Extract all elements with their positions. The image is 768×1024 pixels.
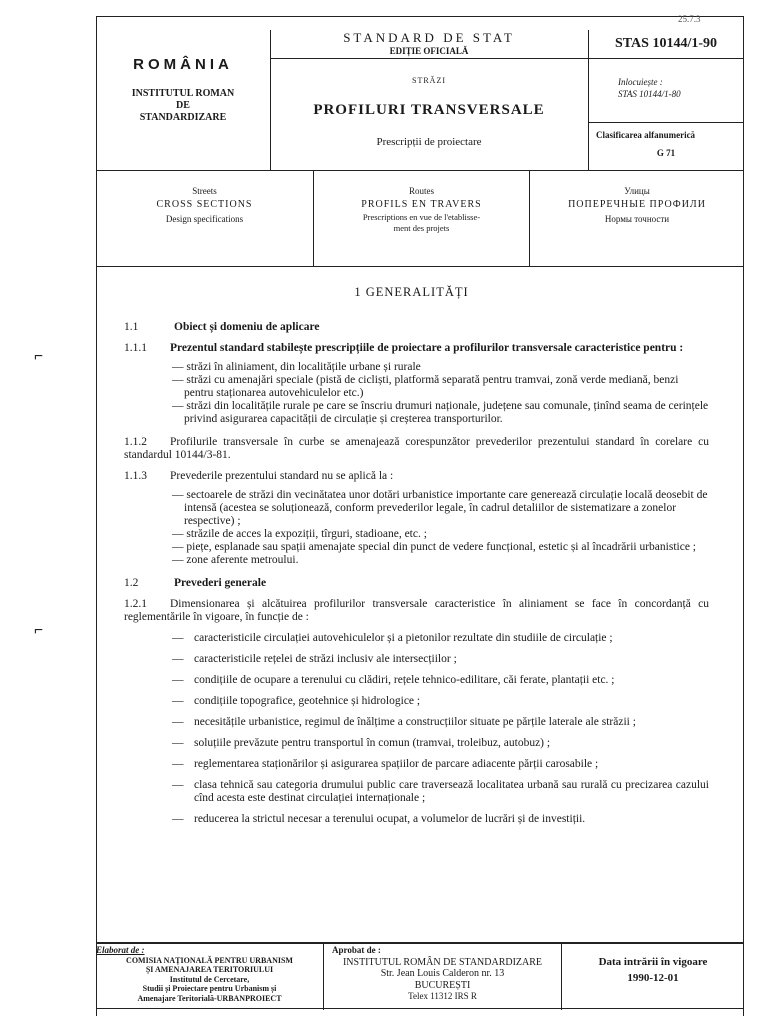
list-item: — clasa tehnică sau categoria drumului public care traversează localitatea urbană sau rurală cu precizarea cazului cînd acesta este destinat circulației internaționale ; xyxy=(172,779,709,805)
document-body xyxy=(124,286,709,834)
divider xyxy=(96,1008,744,1009)
document-title: PROFILURI TRANSVERSALE xyxy=(313,102,545,118)
list-item: — reglementarea staționărilor și asigurarea spațiilor de parcare adiacente părții carosabile ; xyxy=(172,758,709,771)
category-ro: STRĂZI xyxy=(412,76,446,85)
replaces-label: Inlocuiește : xyxy=(618,77,663,87)
list-item: — condițiile topografice, geotehnice și hidrologice ; xyxy=(172,695,709,708)
header-right-cell xyxy=(588,30,744,170)
chapter-heading: 1 GENERALITĂȚI xyxy=(354,285,469,299)
translation-ru: Улицы ПОПЕРЕЧНЫЕ ПРОФИЛИ Нормы точности xyxy=(568,186,706,224)
elaborated-by: Elaborat de : COMISIA NAȚIONALĂ PENTRU URBANISM ȘI AMENAJAREA TERITORIULUI Institutul de Cercetare, Studii și Proiectare pentru Urbanism și Amenajare Teritorială-URBANPROIECT xyxy=(96,944,324,1010)
list-item: — străzi cu amenajări speciale (pistă de cicliști, platformă separată pentru tramvai, zonă verde mediană, benzi pentru staționarea autovehiculelor etc.) xyxy=(172,374,709,400)
approved-by: Aprobat de : INSTITUTUL ROMÂN DE STANDARDIZARE Str. Jean Louis Calderon nr. 13 BUCUREȘTI Telex 11312 IRS R xyxy=(324,944,562,1010)
stas-number: STAS 10144/1-90 xyxy=(614,36,718,51)
list-item: — străzi în aliniament, din localitățile urbane și rurale xyxy=(172,361,709,374)
list-item: — sectoarele de străzi din vecinătatea unor dotări urbanistice importante care generează circulație locală deosebit de intensă (acestea se soluționează, conform prevederilor legale, în cadrul detaliilor de sistematizare a zonelor respective) ; xyxy=(172,489,709,528)
divider xyxy=(588,122,744,123)
section-heading: 1.2 Prevederi generale xyxy=(124,577,267,589)
scan-mark: 25.7.3 xyxy=(678,14,701,24)
institute-name: INSTITUTUL ROMAN DE STANDARDIZARE xyxy=(131,88,235,123)
edition-label: EDIȚIE OFICIALĂ xyxy=(389,46,469,56)
standard-header xyxy=(96,30,744,171)
margin-mark: ⌐ xyxy=(34,622,44,639)
requirements-list xyxy=(172,632,709,826)
paragraph-1-1-3: 1.1.3 Prevederile prezentului standard nu se aplică la : xyxy=(124,470,394,482)
standard-title: STANDARD DE STAT xyxy=(343,30,515,45)
divider xyxy=(588,58,744,59)
replaces-value: STAS 10144/1-80 xyxy=(618,89,681,99)
country-name: ROMÂNIA xyxy=(133,56,233,73)
header-left-cell xyxy=(96,30,271,170)
section-heading: 1.1 Obiect și domeniu de aplicare xyxy=(124,321,320,333)
classification-label: Clasificarea alfanumerică xyxy=(596,130,696,140)
translation-fr: Routes PROFILS EN TRAVERS Prescriptions en vue de l'etablisse- ment des projets xyxy=(314,170,530,266)
list-item: — străzi din localitățile rurale pe care se înscriu drumuri naționale, județene sau comunale, ținînd seama de cerințele privind asigurarea capacității de circulație și creșterea transporturilor. xyxy=(172,400,709,426)
list-item: — caracteristicile circulației autovehiculelor și a pietonilor rezultate din studiile de circulație ; xyxy=(172,632,709,645)
replaces-block xyxy=(618,76,681,100)
list-item: — străzile de acces la expoziții, tîrguri, stadioane, etc. ; xyxy=(172,528,709,541)
document-subtitle: Prescripții de proiectare xyxy=(376,136,482,148)
list-item: — piețe, esplanade sau spații amenajate special din punct de vedere funcțional, estetic și al încadrării urbanistice ; xyxy=(172,541,709,554)
header-middle-cell xyxy=(270,30,589,170)
document-footer xyxy=(96,942,744,1010)
list-item: — caracteristicile rețelei de străzi inclusiv ale intersecțiilor ; xyxy=(172,653,709,666)
list-item: — necesitățile urbanistice, regimul de înălțime a construcțiilor situate pe părțile laterale ale străzii ; xyxy=(172,716,709,729)
list-item: — reducerea la strictul necesar a terenului ocupat, a volumelor de lucrări și de investiții. xyxy=(172,813,709,826)
classification-code: G 71 xyxy=(656,148,676,158)
paragraph-1-2-1: 1.2.1 Dimensionarea și alcătuirea profilurilor transversale caracteristice în aliniament se face în concordanță cu reglementările în vigoare, în funcție de : xyxy=(124,598,709,623)
paragraph-1-1-1: 1.1.1 Prezentul standard stabilește prescripțiile de proiectare a profilurilor transversale caracteristice pentru : xyxy=(124,342,684,354)
list-item: — soluțiile prevăzute pentru transportul în comun (tramvai, troleibuz, autobuz) ; xyxy=(172,737,709,750)
divider xyxy=(270,58,588,59)
paragraph-1-1-2: 1.1.2 Profilurile transversale în curbe se amenajează corespunzător prevederilor prezentului standard în corelare cu standardul 10144/3-81. xyxy=(124,436,709,461)
list-item: — condițiile de ocupare a terenului cu clădiri, rețele tehnico-edilitare, căi ferate, plantații etc. ; xyxy=(172,674,709,687)
translation-en: Streets CROSS SECTIONS Design specifications xyxy=(96,170,314,266)
effective-date: Data intrării în vigoare 1990-12-01 xyxy=(598,956,708,984)
margin-mark: ⌐ xyxy=(34,348,44,365)
title-translations xyxy=(96,170,744,267)
list-item: — zone aferente metroului. xyxy=(172,554,709,567)
